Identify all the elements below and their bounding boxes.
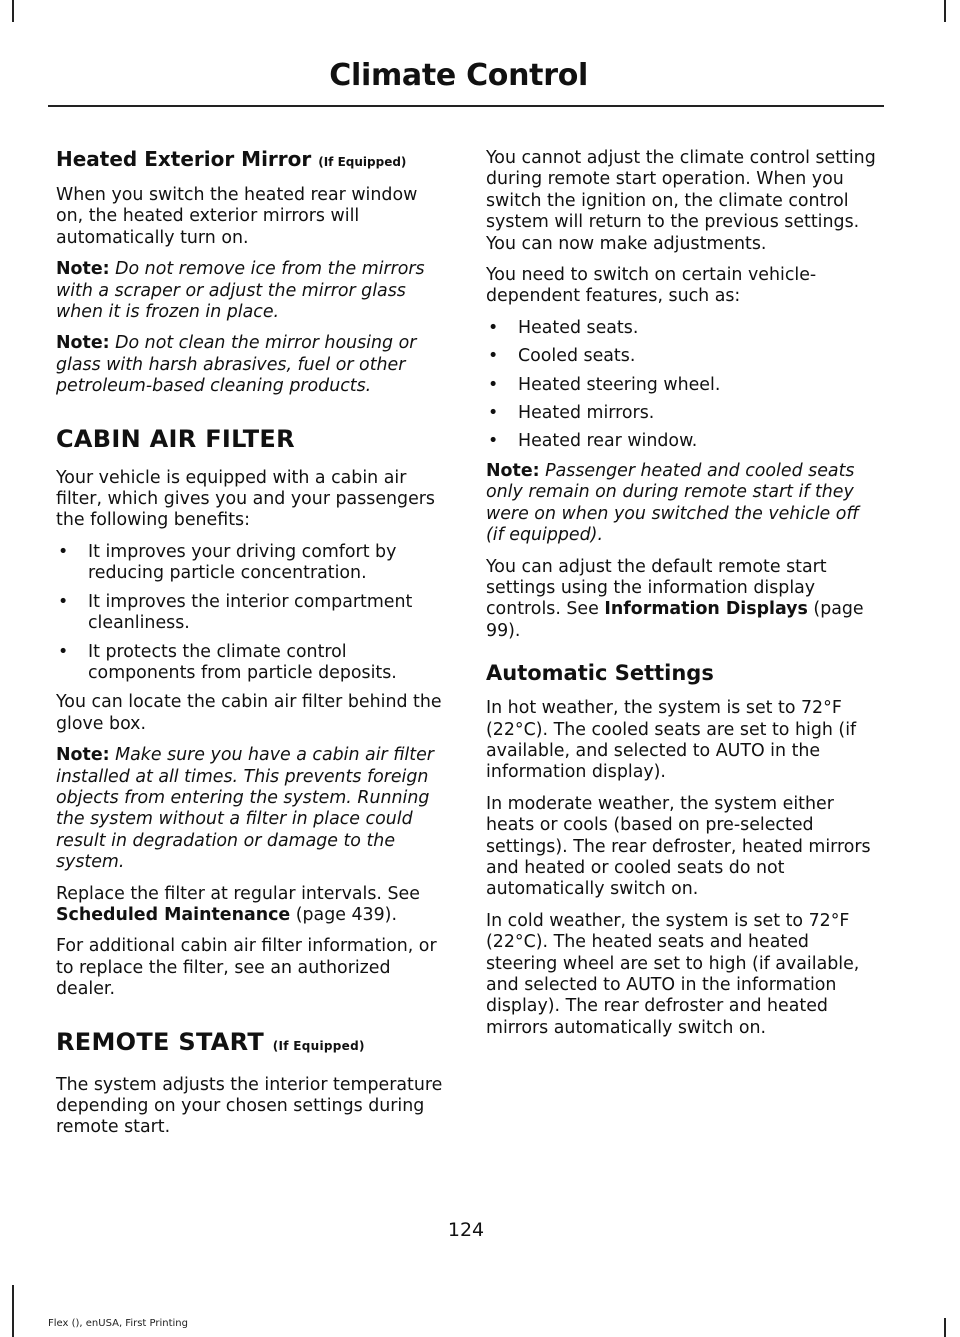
scheduled-maintenance-link[interactable]: Scheduled Maintenance — [56, 904, 291, 925]
remote-p4-text: You can adjust the default remote start settings using the information display controls. See — [486, 556, 827, 620]
note-text: Passenger heated and cooled seats only remain on during remote start if they were on when you switched the vehicle off (if equipped). — [486, 460, 859, 546]
cabin-paragraph-3 — [56, 884, 450, 927]
mirror-note-2 — [56, 333, 450, 397]
note-label: Note: — [56, 745, 110, 766]
list-item-text: It improves the interior compartment cleanliness. — [88, 591, 413, 634]
bullet: • — [488, 403, 499, 424]
bullet: • — [488, 431, 499, 452]
bullet: • — [58, 591, 69, 612]
left-column — [56, 146, 450, 1149]
list-item-text: Heated rear window. — [518, 431, 698, 452]
remote-start-heading — [56, 1027, 450, 1061]
note-label: Note: — [56, 333, 110, 354]
list-item-text: Cooled seats. — [518, 346, 636, 367]
print-footer: Flex (), enUSA, First Printing — [48, 1318, 188, 1329]
mirror-heading-text: Heated Exterior Mirror — [56, 147, 312, 171]
list-item-text: Heated mirrors. — [518, 403, 655, 424]
note-text: Do not remove ice from the mirrors with a scraper or adjust the mirror glass when it is frozen in place. — [56, 259, 425, 323]
cabin-paragraph-4: For additional cabin air filter information, or to replace the filter, see an authorized dealer. — [56, 936, 437, 1000]
features-list — [486, 318, 882, 453]
section-title: Climate Control — [329, 58, 588, 93]
page-number: 124 — [447, 1219, 485, 1241]
list-item-text: It protects the climate control components from particle deposits. — [88, 641, 397, 683]
list-item-text: Heated seats. — [518, 317, 639, 338]
remote-paragraph-3: You need to switch on certain vehicle-dependent features, such as: — [486, 265, 817, 307]
mirror-qualifier: (If Equipped) — [318, 155, 407, 169]
mirror-heading — [56, 146, 450, 175]
list-item — [56, 642, 450, 685]
list-item — [486, 431, 882, 452]
mirror-paragraph: When you switch the heated rear window on, the heated exterior mirrors will automatically turn on. — [56, 185, 418, 248]
note-text: Do not clean the mirror housing or glass with harsh abrasives, fuel or other petroleum-based cleaning products. — [56, 333, 417, 397]
list-item — [486, 346, 882, 367]
list-item — [486, 318, 882, 339]
automatic-settings-heading: Automatic Settings — [486, 661, 714, 686]
bullet: • — [488, 374, 499, 395]
list-item-text: It improves your driving comfort by reducing particle concentration. — [88, 541, 397, 584]
auto-paragraph-3: In cold weather, the system is set to 72°F (22°C). The heated seats and heated steering wheel are set to high (if available, and selected to AUTO in the information display). The rear defroster and heated mirrors automatically switch on. — [486, 910, 860, 1038]
list-item — [56, 542, 450, 585]
list-item — [56, 592, 450, 635]
remote-p4-page: (page 99). — [486, 599, 864, 641]
remote-paragraph-4 — [486, 557, 882, 643]
cabin-paragraph-2: You can locate the cabin air filter behind the glove box. — [56, 692, 442, 734]
remote-paragraph: The system adjusts the interior temperature depending on your chosen settings during remote start. — [56, 1074, 443, 1138]
list-item — [486, 403, 882, 424]
mirror-note-1 — [56, 259, 450, 323]
remote-start-heading-text: REMOTE START — [56, 1027, 265, 1056]
cabin-p3-page: (page 439). — [295, 904, 397, 925]
auto-paragraph-2: In moderate weather, the system either heats or cools (based on pre-selected settings). The rear defroster, heated mirrors and heated or cooled seats do not automatically switch on. — [486, 793, 871, 900]
bullet: • — [488, 317, 499, 338]
note-label: Note: — [486, 460, 540, 481]
crop-mark-top-right-v — [944, 0, 946, 22]
header-divider — [48, 105, 884, 107]
remote-paragraph-2: You cannot adjust the climate control setting during remote start operation. When you switch the ignition on, the climate control system will return to the previous settings. You can now make adjustments. — [486, 148, 876, 254]
cabin-benefits-list — [56, 542, 450, 684]
crop-mark-bottom-left-v — [12, 1285, 14, 1337]
cabin-p3-text: Replace the filter at regular intervals. See — [56, 883, 420, 904]
remote-note — [486, 461, 882, 547]
note-label: Note: — [56, 259, 110, 280]
bullet: • — [58, 641, 69, 662]
crop-mark-top-left-v — [12, 0, 14, 22]
cabin-paragraph-1: Your vehicle is equipped with a cabin air filter, which gives you and your passengers the following benefits: — [56, 467, 435, 531]
note-text: Make sure you have a cabin air filter installed at all times. This prevents foreign objects from entering the system. Running the system without a filter in place could result in degradation or damage to the system. — [56, 745, 434, 873]
list-item-text: Heated steering wheel. — [518, 374, 721, 395]
right-column — [486, 148, 882, 1049]
crop-mark-bottom-right-v — [944, 1318, 946, 1337]
bullet: • — [58, 541, 69, 562]
cabin-note — [56, 745, 450, 873]
auto-paragraph-1: In hot weather, the system is set to 72°F (22°C). The cooled seats are set to high (if available, and selected to AUTO in the information display). — [486, 698, 857, 783]
remote-qualifier: (If Equipped) — [272, 1038, 365, 1053]
bullet: • — [488, 346, 499, 367]
list-item — [486, 375, 882, 396]
cabin-filter-heading: CABIN AIR FILTER — [56, 424, 295, 453]
information-displays-link[interactable]: Information Displays — [604, 599, 808, 620]
